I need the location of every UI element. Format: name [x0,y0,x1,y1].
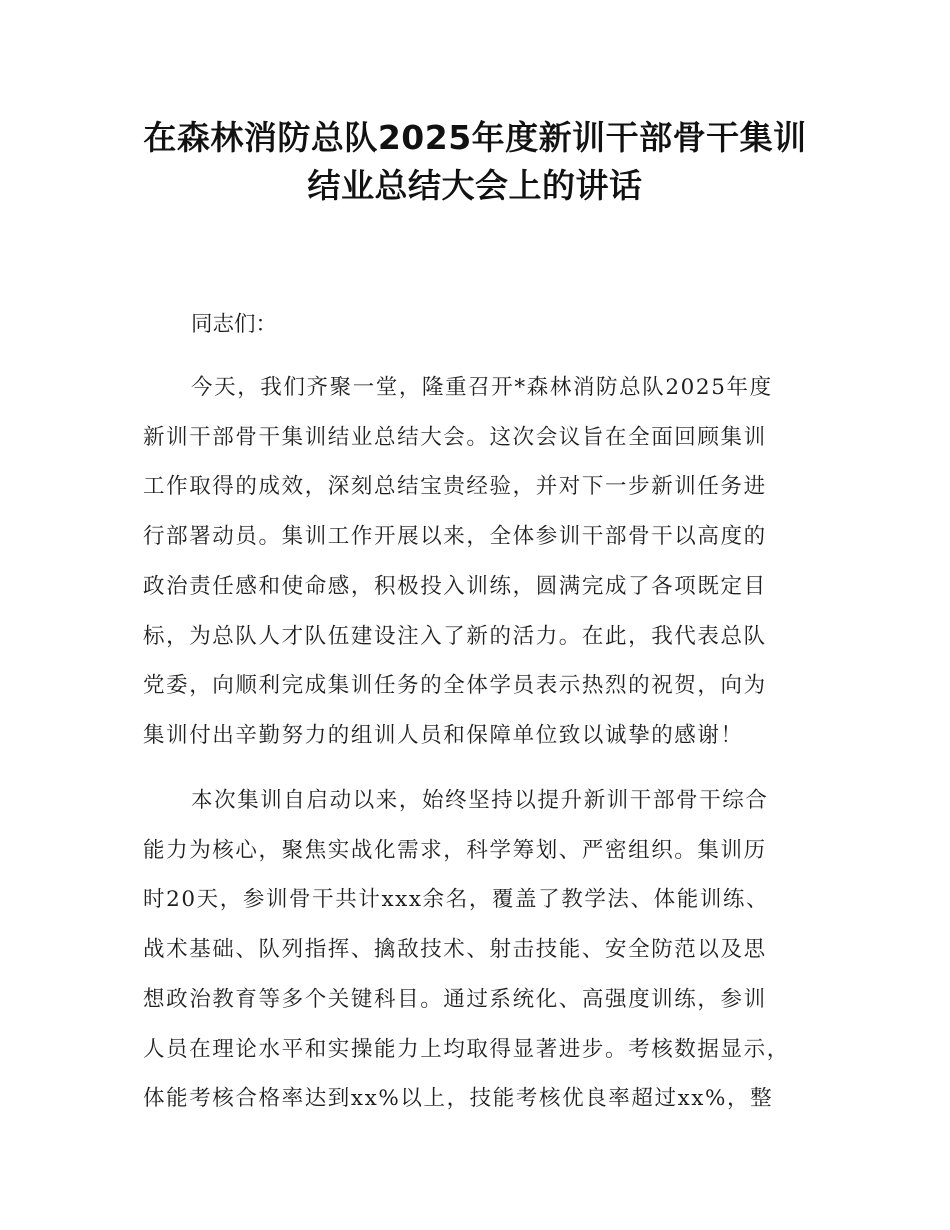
title-line-1: 在森林消防总队2025年度新训干部骨干集训 [143,118,807,157]
paragraph-line: 新训干部骨干集训结业总结大会。这次会议旨在全面回顾集训 [143,424,767,450]
paragraph-line: 今天，我们齐聚一堂，隆重召开*森林消防总队2025年度 [191,375,773,400]
paragraph-line: 能力为核心，聚焦实战化需求，科学筹划、严密组织。集训历 [143,837,767,863]
paragraph-1 [143,363,823,761]
paragraph-line: 标，为总队人才队伍建设注入了新的活力。在此，我代表总队 [143,623,767,649]
paragraph-2 [143,776,823,1124]
paragraph-line: 政治责任感和使命感，积极投入训练，圆满完成了各项既定目 [143,573,767,599]
paragraph-line: 体能考核合格率达到xx%以上，技能考核优良率超过xx%，整 [143,1086,774,1112]
paragraph-line: 时20天，参训骨干共计xxx余名，覆盖了教学法、体能训练、 [143,887,770,913]
paragraph-line: 战术基础、队列指挥、擒敌技术、射击技能、安全防范以及思 [143,937,767,963]
paragraph-line: 党委，向顺利完成集训任务的全体学员表示热烈的祝贺，向为 [143,673,767,699]
paragraph-line: 集训付出辛勤努力的组训人员和保障单位致以诚挚的感谢！ [143,722,744,748]
paragraph-line: 人员在理论水平和实操能力上均取得显著进步。考核数据显示， [143,1036,790,1062]
paragraph-line: 行部署动员。集训工作开展以来，全体参训干部骨干以高度的 [143,524,767,550]
paragraph-line: 本次集训自启动以来，始终坚持以提升新训干部骨干综合 [191,788,769,813]
paragraph-line: 工作取得的成效，深刻总结宝贵经验，并对下一步新训任务进 [143,474,767,500]
document-title [0,114,950,210]
title-line-2: 结业总结大会上的讲话 [307,166,643,205]
paragraph-line: 想政治教育等多个关键科目。通过系统化、高强度训练，参训 [143,986,767,1012]
salutation: 同志们： [191,312,278,337]
